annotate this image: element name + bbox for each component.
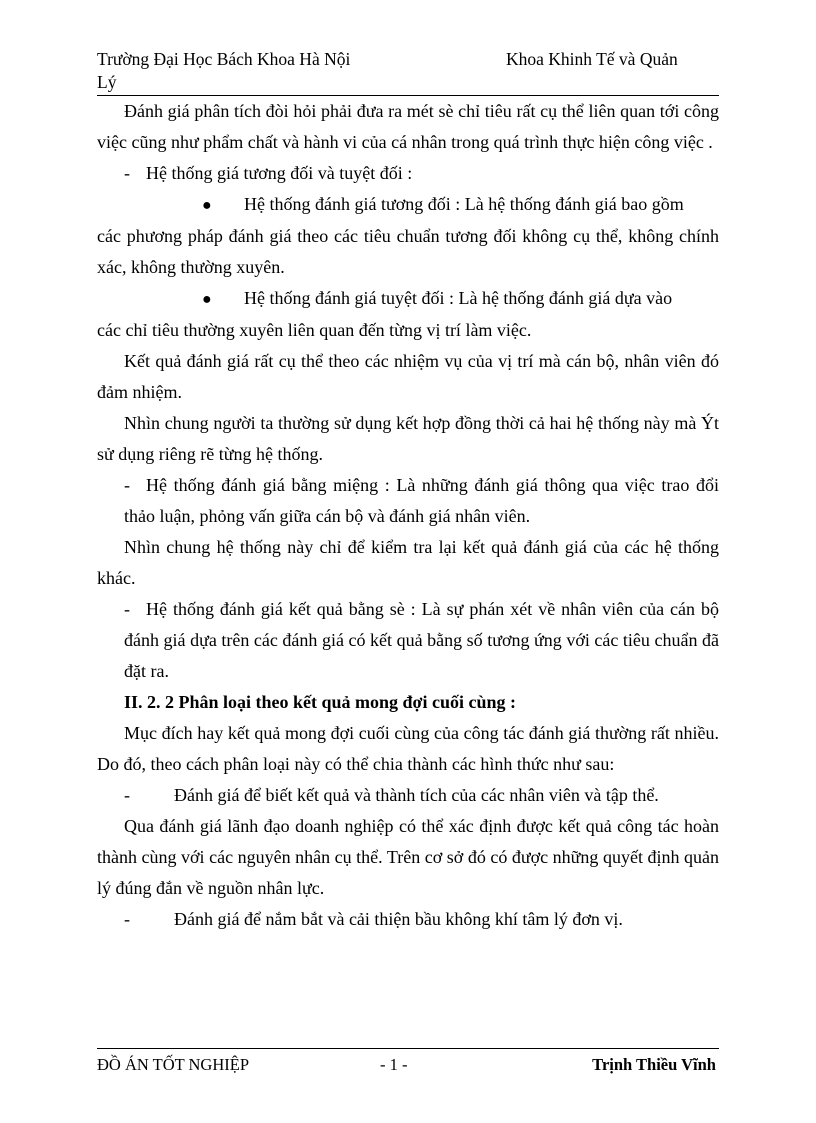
bullet-item-text: Hệ thống đánh giá tuyệt đối : Là hệ thống đánh giá dựa vào (244, 288, 673, 308)
footer-divider (97, 1048, 719, 1049)
dash-marker: - (124, 909, 130, 929)
dash-item-results (97, 780, 719, 811)
dash-item-numeric (97, 594, 719, 687)
header-faculty-wrap: Lý (97, 72, 117, 92)
dash-item-text: Hệ thống giá tương đối và tuyệt đối : (146, 163, 413, 183)
paragraph-combined: Nhìn chung người ta thường sử dụng kết hợp đồng thời cả hai hệ thống này mà Ýt sử dụng riêng rẽ từng hệ thống. (97, 413, 719, 464)
header-university: Trường Đại Học Bách Khoa Hà Nội (97, 49, 351, 69)
dash-item-text: Đánh giá để nắm bắt và cải thiện bầu không khí tâm lý đơn vị. (174, 909, 623, 929)
dash-item-text: Hệ thống đánh giá kết quả bằng sè : Là sự phán xét về nhân viên của cán bộ đánh giá dựa trên các đánh giá có kết quả bằng số tương ứng với các tiêu chuẩn đã đặt ra. (124, 599, 719, 681)
dash-marker: - (124, 163, 130, 183)
bullet-marker: ● (202, 197, 212, 214)
footer-thesis-label: ĐỒ ÁN TỐT NGHIỆP (97, 1055, 250, 1074)
dash-item-climate (97, 904, 719, 935)
bullet-item-relative (97, 189, 719, 221)
paragraph-check: Nhìn chung hệ thống này chỉ để kiểm tra lại kết quả đánh giá của các hệ thống khác. (97, 537, 719, 588)
footer-page-number: - 1 - (380, 1055, 408, 1074)
dash-item-text: Đánh giá để biết kết quả và thành tích của các nhân viên và tập thể. (174, 785, 659, 805)
bullet-item-relative-cont: các phương pháp đánh giá theo các tiêu chuẩn tương đối không cụ thể, không chính xác, không thường xuyên. (97, 226, 719, 277)
bullet-marker: ● (202, 291, 212, 308)
paragraph-purpose: Mục đích hay kết quả mong đợi cuối cùng của công tác đánh giá thường rất nhiều. Do đó, theo cách phân loại này có thể chia thành các hình thức như sau: (97, 723, 719, 774)
paragraph-analysis: Đánh giá phân tích đòi hỏi phải đưa ra mét sè chỉ tiêu rất cụ thể liên quan tới công việc cũng như phẩm chất và hành vi của cá nhân trong quá trình thực hiện công việc . (97, 101, 719, 152)
document-body (97, 96, 719, 935)
section-heading: II. 2. 2 Phân loại theo kết quả mong đợi cuối cùng : (124, 692, 517, 712)
header-faculty: Khoa Khinh Tế và Quản (506, 49, 678, 69)
bullet-item-absolute (97, 283, 719, 315)
dash-marker: - (124, 785, 130, 805)
dash-marker: - (124, 475, 130, 495)
paragraph-result: Kết quả đánh giá rất cụ thể theo các nhiệm vụ của vị trí mà cán bộ, nhân viên đó đảm nhiệm. (97, 351, 719, 402)
bullet-item-text: Hệ thống đánh giá tương đối : Là hệ thống đánh giá bao gồm (244, 194, 684, 214)
dash-item-text: Hệ thống đánh giá bằng miệng : Là những đánh giá thông qua việc trao đổi thảo luận, phỏng vấn giữa cán bộ và đánh giá nhân viên. (124, 475, 719, 526)
dash-item-relative-absolute (97, 158, 719, 189)
dash-marker: - (124, 599, 130, 619)
dash-item-oral (97, 470, 719, 532)
paragraph-leadership: Qua đánh giá lãnh đạo doanh nghiệp có thể xác định được kết quả công tác hoàn thành cùng với các nguyên nhân cụ thể. Trên cơ sở đó có được những quyết định quản lý đúng đắn về nguồn nhân lực. (97, 816, 719, 898)
footer-author: Trịnh Thiều Vĩnh (592, 1055, 716, 1074)
bullet-item-absolute-cont: các chỉ tiêu thường xuyên liên quan đến từng vị trí làm việc. (97, 320, 532, 340)
